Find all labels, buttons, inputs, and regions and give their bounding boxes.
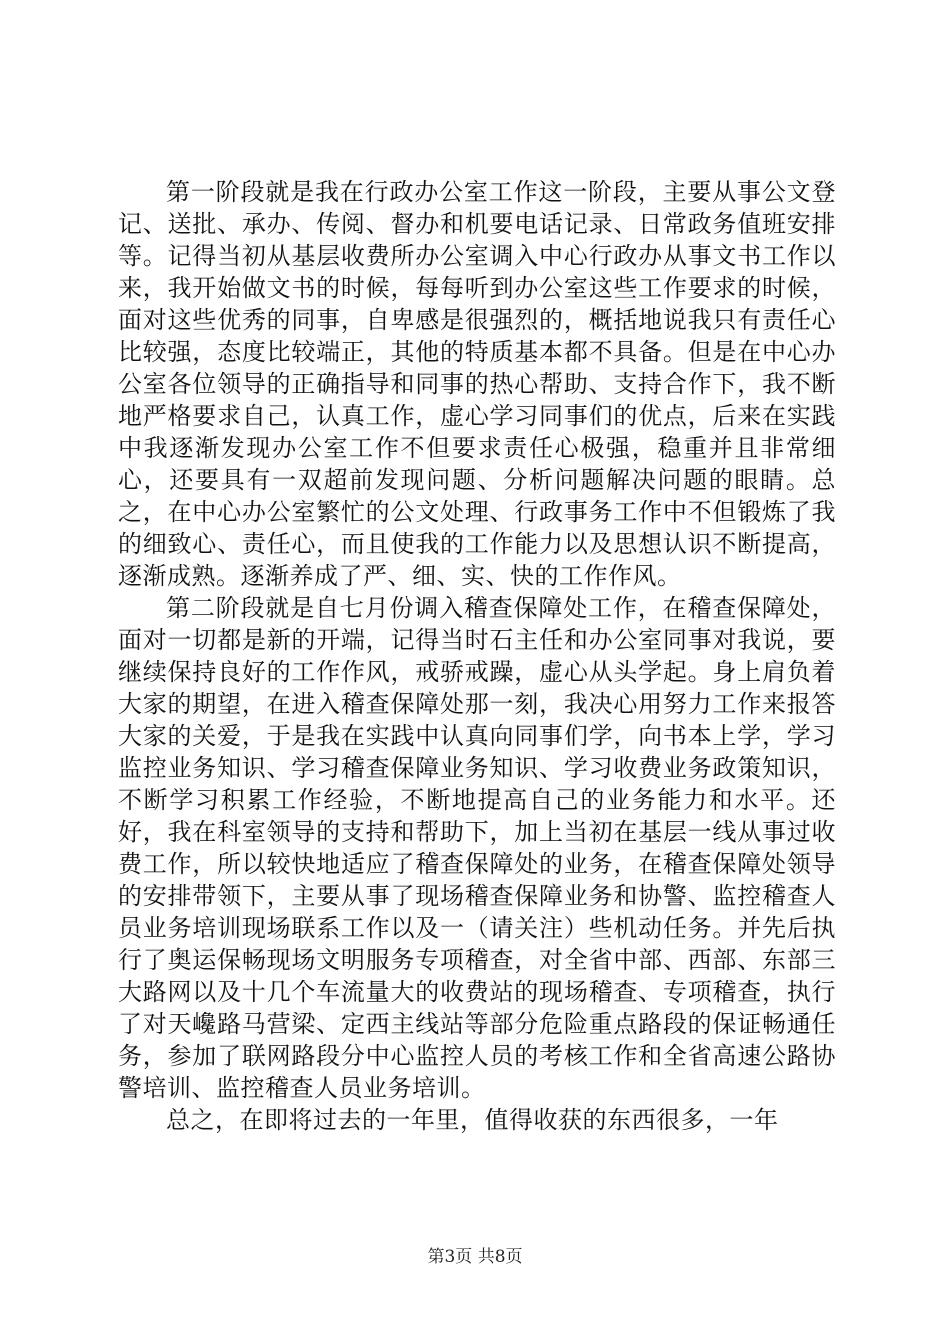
paragraph-stage-two: 第二阶段就是自七月份调入稽查保障处工作，在稽查保障处，面对一切都是新的开端，记得当时石主任和办公室同事对我说，要继续保持良好的工作作风，戒骄戒躁，虚心从头学起。身上肩负着大家的期望，在进入稽查保障处那一刻，我决心用努力工作来报答大家的关爱，于是我在实践中认真向同事们学，向书本上学，学习监控业务知识、学习稽查保障业务知识、学习收费业务政策知识，不断学习积累工作经验，不断地提高自己的业务能力和水平。还好，我在科室领导的支持和帮助下，加上当初在基层一线从事过收费工作，所以较快地适应了稽查保障处的业务，在稽查保障处领导的安排带领下，主要从事了现场稽查保障业务和协警、监控稽查人员业务培训现场联系工作以及一（请关注）些机动任务。并先后执行了奥运保畅现场文明服务专项稽查，对全省中部、西部、东部三大路网以及十几个车流量大的收费站的现场稽查、专项稽查，执行了对天巉路马营梁、定西主线站等部分危险重点路段的保证畅通任务，参加了联网路段分中心监控人员的考核工作和全省高速公路协警培训、监控稽查人员业务培训。 — [118, 594, 836, 1102]
paragraph-stage-one: 第一阶段就是我在行政办公室工作这一阶段，主要从事公文登记、送批、承办、传阅、督办和机要电话记录、日常政务值班安排等。记得当初从基层收费所办公室调入中心行政办从事文书工作以来，我开始做文书的时候，每每听到办公室这些工作要求的时候，面对这些优秀的同事，自卑感是很强烈的，概括地说我只有责任心比较强，态度比较端正，其他的特质基本都不具备。但是在中心办公室各位领导的正确指导和同事的热心帮助、支持合作下，我不断地严格要求自己，认真工作，虚心学习同事们的优点，后来在实践中我逐渐发现办公室工作不但要求责任心极强，稳重并且非常细心，还要具有一双超前发现问题、分析问题解决问题的眼睛。总之，在中心办公室繁忙的公文处理、行政事务工作中不但锻炼了我的细致心、责任心，而且使我的工作能力以及思想认识不断提高，逐渐成熟。逐渐养成了严、细、实、快的工作作风。 — [118, 178, 836, 590]
paragraph-summary: 总之，在即将过去的一年里，值得收获的东西很多，一年 — [166, 1106, 779, 1134]
document-body — [118, 176, 836, 1136]
page-number-footer: 第3页 共8页 — [427, 1247, 523, 1267]
